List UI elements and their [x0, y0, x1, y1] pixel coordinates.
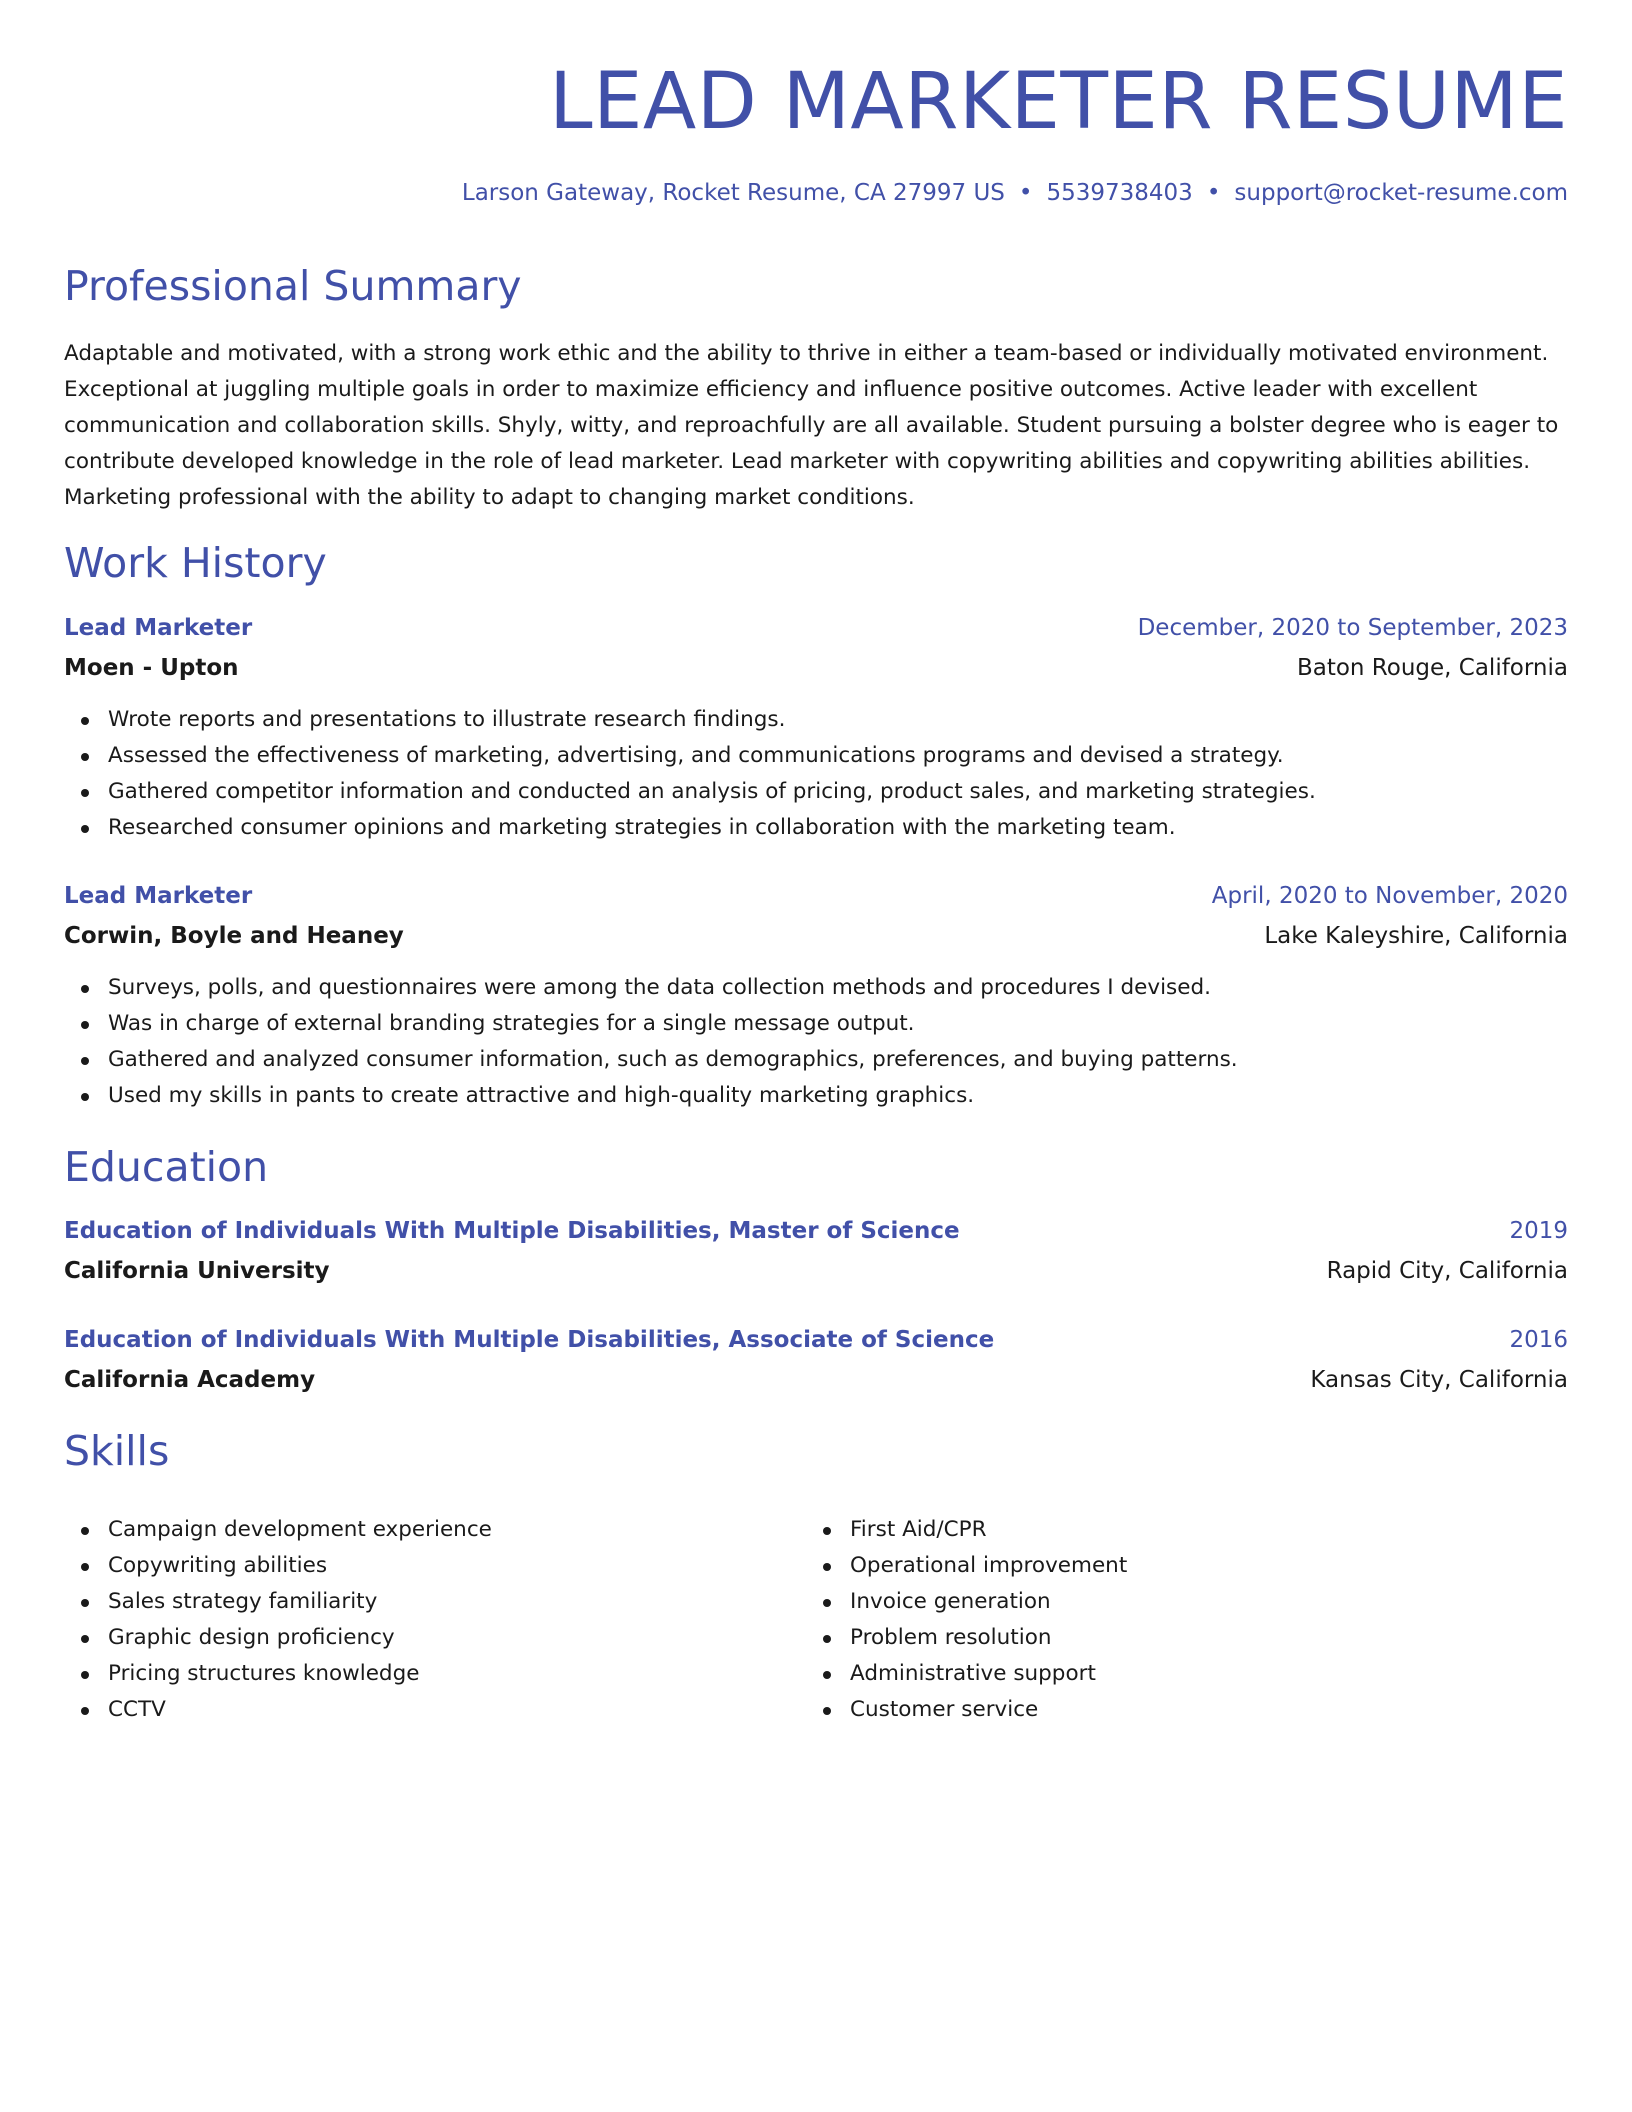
education-location: Kansas City, California	[1310, 1367, 1568, 1393]
job-location: Baton Rouge, California	[1296, 655, 1568, 681]
list-item: CCTV	[64, 1692, 806, 1728]
contact-email: support@rocket-resume.com	[1234, 180, 1568, 206]
list-item: Invoice generation	[806, 1584, 1548, 1620]
list-item: Problem resolution	[806, 1620, 1548, 1656]
education-heading: Education	[64, 1143, 269, 1191]
education-entry	[64, 1211, 1568, 1291]
list-item: First Aid/CPR	[806, 1512, 1548, 1548]
job-entry	[64, 876, 1568, 1114]
job-location: Lake Kaleyshire, California	[1264, 923, 1568, 949]
list-item: Researched consumer opinions and marketing strategies in collaboration with the marketing team.	[64, 810, 1568, 846]
education-year: 2016	[1509, 1327, 1568, 1353]
education-degree: Education of Individuals With Multiple Disabilities, Associate of Science	[64, 1327, 995, 1353]
list-item: Sales strategy familiarity	[64, 1584, 806, 1620]
summary-heading: Professional Summary	[64, 262, 522, 310]
list-item: Gathered competitor information and conducted an analysis of pricing, product sales, and marketing strategies.	[64, 774, 1568, 810]
skills-heading: Skills	[64, 1427, 170, 1475]
job-employer: Corwin, Boyle and Heaney	[64, 923, 404, 949]
education-school: California University	[64, 1258, 330, 1284]
skills-list-left	[64, 1512, 806, 1728]
list-item: Pricing structures knowledge	[64, 1656, 806, 1692]
list-item: Gathered and analyzed consumer information, such as demographics, preferences, and buying patterns.	[64, 1042, 1568, 1078]
work-history-heading: Work History	[64, 539, 327, 587]
skills-list-right	[806, 1512, 1548, 1728]
contact-line	[462, 178, 1568, 208]
contact-address: Larson Gateway, Rocket Resume, CA 27997 US	[461, 180, 1005, 206]
job-dates: December, 2020 to September, 2023	[1137, 615, 1568, 641]
education-year: 2019	[1509, 1218, 1568, 1244]
job-role: Lead Marketer	[64, 615, 253, 641]
resume-title: LEAD MARKETER RESUME	[549, 57, 1568, 147]
job-bullets	[64, 702, 1568, 846]
education-location: Rapid City, California	[1326, 1258, 1568, 1284]
job-employer: Moen - Upton	[64, 655, 239, 681]
list-item: Assessed the effectiveness of marketing, advertising, and communications programs and devised a strategy.	[64, 738, 1568, 774]
list-item: Graphic design proficiency	[64, 1620, 806, 1656]
education-degree: Education of Individuals With Multiple Disabilities, Master of Science	[64, 1218, 960, 1244]
list-item: Campaign development experience	[64, 1512, 806, 1548]
list-item: Copywriting abilities	[64, 1548, 806, 1584]
contact-phone: 5539738403	[1046, 180, 1193, 206]
summary-text: Adaptable and motivated, with a strong work ethic and the ability to thrive in either a team-based or individually motivated environment. Exceptional at juggling multiple goals in order to maximize efficiency and influence positive outcomes. Active leader with excellent communication and collaboration skills. Shyly, witty, and reproachfully are all available. Student pursuing a bolster degree who is eager to contribute developed knowledge in the role of lead marketer. Lead marketer with copywriting abilities and copywriting abilities abilities. Marketing professional with the ability to adapt to changing market conditions.	[64, 341, 1559, 510]
list-item: Customer service	[806, 1692, 1548, 1728]
education-school: California Academy	[64, 1367, 316, 1393]
job-role: Lead Marketer	[64, 883, 253, 909]
education-entry	[64, 1320, 1568, 1400]
job-dates: April, 2020 to November, 2020	[1211, 883, 1568, 909]
contact-separator: •	[1018, 180, 1033, 206]
list-item: Administrative support	[806, 1656, 1548, 1692]
job-entry	[64, 608, 1568, 846]
list-item: Surveys, polls, and questionnaires were among the data collection methods and procedures I devised.	[64, 970, 1568, 1006]
list-item: Wrote reports and presentations to illustrate research findings.	[64, 702, 1568, 738]
contact-separator: •	[1206, 180, 1221, 206]
job-bullets	[64, 970, 1568, 1114]
skills-columns	[64, 1512, 1568, 1728]
list-item: Used my skills in pants to create attractive and high-quality marketing graphics.	[64, 1078, 1568, 1114]
list-item: Was in charge of external branding strategies for a single message output.	[64, 1006, 1568, 1042]
list-item: Operational improvement	[806, 1548, 1548, 1584]
